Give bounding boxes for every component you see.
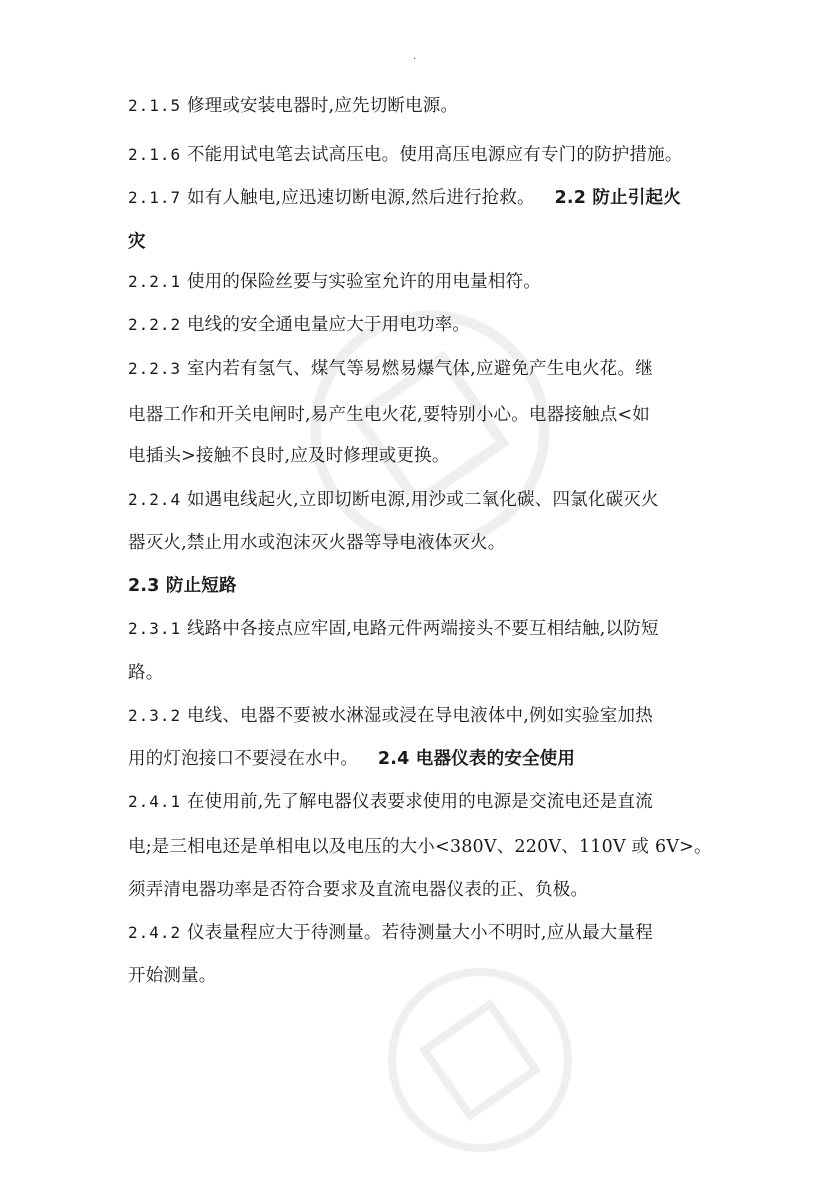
line-text: 线路中各接点应牢固,电路元件两端接头不要互相结触,以防短 <box>186 619 659 639</box>
paragraph-line <box>128 444 450 468</box>
header-dot: . <box>413 51 417 62</box>
paragraph-line <box>128 186 681 210</box>
paragraph-line <box>128 878 588 902</box>
paragraph-line <box>128 617 659 641</box>
paragraph-line <box>128 143 683 167</box>
watermark-icon <box>341 921 620 1199</box>
paragraph-line <box>128 661 163 685</box>
paragraph-line <box>128 964 217 988</box>
line-text: 用的灯泡接口不要浸在水中。 <box>128 749 359 769</box>
line-text: 如遇电线起火,立即切断电源,用沙或二氧化碳、四氯化碳灭火 <box>186 490 659 510</box>
line-text: 室内若有氢气、煤气等易燃易爆气体,应避免产生电火花。继 <box>186 359 653 379</box>
section-number: 2.2.2 <box>128 315 182 334</box>
paragraph-line <box>128 403 650 427</box>
paragraph-line <box>128 747 575 771</box>
line-text: 开始测量。 <box>128 966 217 986</box>
line-text: 电线、电器不要被水淋湿或浸在导电液体中,例如实验室加热 <box>186 706 653 726</box>
line-text: 使用的保险丝要与实验室允许的用电量相符。 <box>186 272 541 292</box>
line-text: 电插头>接触不良时,应及时修理或更换。 <box>128 446 450 466</box>
section-heading: 2.4 电器仪表的安全使用 <box>377 749 576 769</box>
paragraph-line <box>128 270 541 294</box>
section-heading: 2.2 防止引起火 <box>554 188 681 208</box>
section-heading: 2.3 防止短路 <box>128 576 237 596</box>
paragraph-line <box>128 531 505 555</box>
section-number: 2.2.1 <box>128 272 182 291</box>
line-text: 器灭火,禁止用水或泡沫灭火器等导电液体灭火。 <box>128 533 506 553</box>
paragraph-line <box>128 357 653 381</box>
section-number: 2.3.1 <box>128 619 182 638</box>
section-heading-continued: 灾 <box>128 232 146 252</box>
section-number: 2.4.1 <box>128 792 182 811</box>
line-text: 修理或安装电器时,应先切断电源。 <box>186 96 459 116</box>
paragraph-line <box>128 488 659 512</box>
section-number: 2.2.4 <box>128 490 182 509</box>
section-number: 2.2.3 <box>128 359 182 378</box>
line-text: 不能用试电笔去试高压电。使用高压电源应有专门的防护措施。 <box>186 145 683 165</box>
section-number: 2.1.6 <box>128 145 182 164</box>
line-text: 在使用前,先了解电器仪表要求使用的电源是交流电还是直流 <box>186 792 653 812</box>
paragraph-line <box>128 921 653 945</box>
line-text: 如有人触电,应迅速切断电源,然后进行抢救。 <box>186 188 535 208</box>
paragraph-line <box>128 835 712 859</box>
line-text: 须弄清电器功率是否符合要求及直流电器仪表的正、负极。 <box>128 880 589 900</box>
section-number: 2.1.7 <box>128 188 182 207</box>
section-number: 2.4.2 <box>128 923 182 942</box>
watermark-icon <box>249 249 611 611</box>
line-text: 仪表量程应大于待测量。若待测量大小不明时,应从最大量程 <box>186 923 653 943</box>
line-text: 电;是三相电还是单相电以及电压的大小<380V、220V、110V 或 6V>。 <box>128 837 712 857</box>
line-text: 电线的安全通电量应大于用电功率。 <box>186 315 471 335</box>
line-text: 电器工作和开关电闸时,易产生电火花,要特别小心。电器接触点<如 <box>128 405 650 425</box>
line-text: 路。 <box>128 663 164 683</box>
paragraph-line <box>128 704 653 728</box>
section-number: 2.1.5 <box>128 96 182 115</box>
paragraph-line <box>128 313 470 337</box>
section-number: 2.3.2 <box>128 706 182 725</box>
paragraph-line <box>128 94 458 118</box>
paragraph-line <box>128 790 653 814</box>
